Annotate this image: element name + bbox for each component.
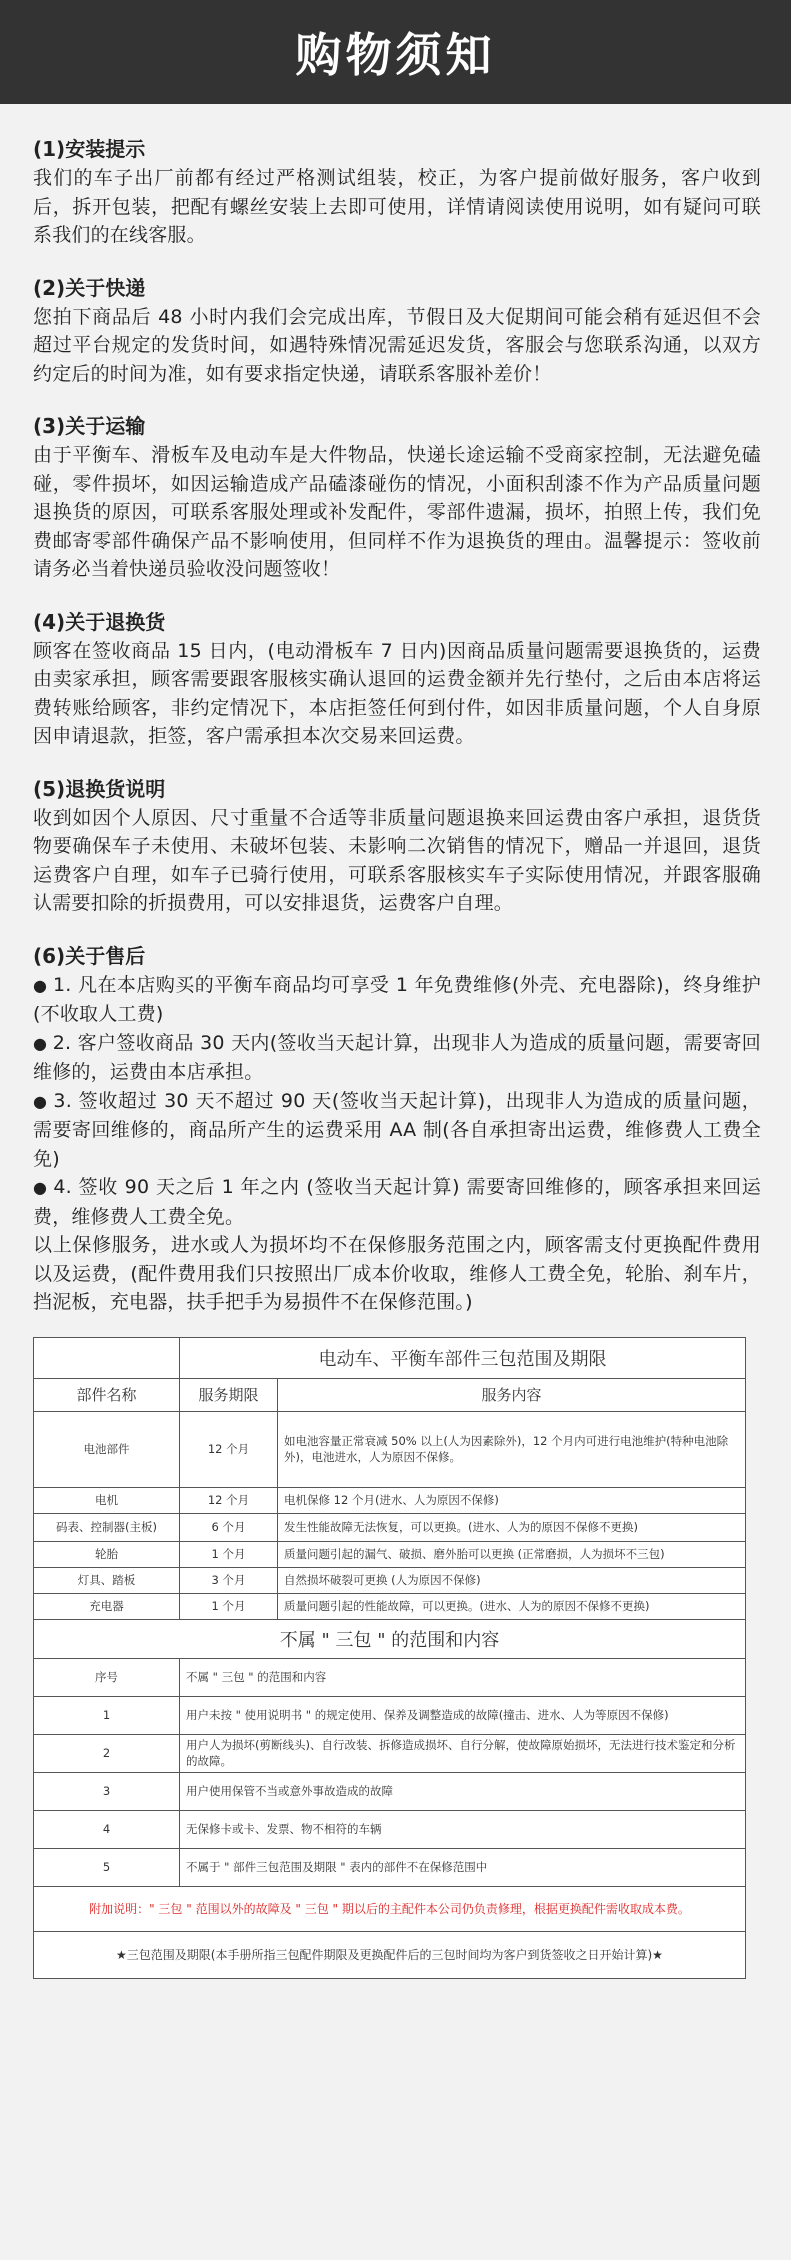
part-name: 电池部件 — [34, 1411, 180, 1487]
exclusion-text: 不属于 " 部件三包范围及期限 " 表内的部件不在保修范围中 — [180, 1848, 746, 1886]
section-title: (5)退换货说明 — [33, 776, 166, 801]
column-header: 部件名称 — [34, 1378, 180, 1411]
table-row — [34, 1411, 746, 1487]
exclusion-number: 5 — [34, 1848, 180, 1886]
section-title: (3)关于运输 — [33, 414, 146, 438]
notice-content — [0, 104, 791, 1317]
table-row — [34, 1513, 746, 1541]
service-content: 如电池容量正常衰减 50% 以上(人为因素除外)，12 个月内可进行电池维护(特种电池除外)，电池进水，人为原因不保修。 — [278, 1411, 746, 1487]
warranty-table-title: 电动车、平衡车部件三包范围及期限 — [180, 1337, 746, 1378]
table-row — [34, 1593, 746, 1619]
section-title: (2)关于快递 — [33, 275, 146, 300]
table-row — [34, 1810, 746, 1848]
exclusion-text: 用户未按 " 使用说明书 " 的规定使用、保养及调整造成的故障(撞击、进水、人为等原因不保修) — [180, 1696, 746, 1734]
column-header: 不属 " 三包 " 的范围和内容 — [180, 1658, 746, 1696]
section-title: (4)关于退换货 — [33, 609, 166, 634]
exclusion-number: 3 — [34, 1772, 180, 1810]
additional-note: 附加说明：" 三包 " 范围以外的故障及 " 三包 " 期以后的主配件本公司仍负责修理，根据更换配件需收取成本费。 — [34, 1886, 746, 1931]
section-text: 我们的车子出厂前都有经过严格测试组装，校正，为客户提前做好服务，客户收到后，拆开包装，把配有螺丝安装上去即可使用，详情请阅读使用说明，如有疑问可联系我们的在线客服。 — [33, 167, 761, 246]
column-header: 序号 — [34, 1658, 180, 1696]
exclusion-number: 4 — [34, 1810, 180, 1848]
service-content: 发生性能故障无法恢复，可以更换。(进水、人为的原因不保修不更换) — [278, 1513, 746, 1541]
section-text: 您拍下商品后 48 小时内我们会完成出库，节假日及大促期间可能会稍有延迟但不会超过平台规定的发货时间，如遇特殊情况需延迟发货，客服会与您联系沟通，以双方约定后的时间为准，如有要求指定快递，请联系客服补差价！ — [33, 305, 761, 385]
section-text: 收到如因个人原因、尺寸重量不合适等非质量问题退换来回运费由客户承担，退货货物要确保车子未使用、未破坏包装、未影响二次销售的情况下，赠品一并退回，退货运费客户自理，如车子已骑行使用，可联系客服核实车子实际使用情况，并跟客服确认需要扣除的折损费用，可以安排退货，运费客户自理。 — [33, 806, 761, 914]
table-row — [34, 1658, 746, 1696]
service-content: 自然损坏破裂可更换 (人为原因不保修) — [278, 1567, 746, 1593]
service-content: 电机保修 12 个月(进水、人为原因不保修) — [278, 1487, 746, 1513]
section-text: 以上保修服务，进水或人为损坏均不在保修服务范围之内，顾客需支付更换配件费用以及运费，(配件费用我们只按照出厂成本价收取，维修人工费全免，轮胎、刹车片，挡泥板，充电器，扶手把手为易损件不在保修范围。) — [33, 1234, 761, 1313]
service-period: 12 个月 — [180, 1487, 278, 1513]
section-after-sales — [33, 941, 761, 1317]
service-period: 12 个月 — [180, 1411, 278, 1487]
service-period: 1 个月 — [180, 1541, 278, 1567]
table-row — [34, 1487, 746, 1513]
table-row — [34, 1772, 746, 1810]
service-period: 3 个月 — [180, 1567, 278, 1593]
bullet-item: ● 3. 签收超过 30 天不超过 90 天(签收当天起计算)，出现非人为造成的质量问题，需要寄回维修的，商品所产生的运费采用 AA 制(各自承担寄出运费，维修费人工费全免) — [33, 1087, 761, 1174]
service-period: 1 个月 — [180, 1593, 278, 1619]
section-text: 顾客在签收商品 15 日内，(电动滑板车 7 日内)因商品质量问题需要退换货的，运费由卖家承担，顾客需要跟客服核实确认退回的运费金额并先行垫付，之后由本店将运费转账给顾客，非约定情况下，本店拒签任何到付件，如因非质量问题，个人自身原因申请退款，拒签，客户需承担本次交易来回运费。 — [33, 639, 761, 747]
column-header: 服务期限 — [180, 1378, 278, 1411]
exclusion-number: 2 — [34, 1734, 180, 1772]
part-name: 码表、控制器(主板) — [34, 1513, 180, 1541]
section-returns — [33, 607, 761, 751]
warranty-footer-note: ★三包范围及期限(本手册所指三包配件期限及更换配件后的三包时间均为客户到货签收之日开始计算)★ — [34, 1931, 746, 1978]
table-row — [34, 1848, 746, 1886]
bullet-item: ● 2. 客户签收商品 30 天内(签收当天起计算，出现非人为造成的质量问题，需要寄回维修的，运费由本店承担。 — [33, 1029, 761, 1087]
bullet-item: ● 4. 签收 90 天之后 1 年之内 (签收当天起计算) 需要寄回维修的，顾客承担来回运费，维修费人工费全免。 — [33, 1173, 761, 1231]
part-name: 充电器 — [34, 1593, 180, 1619]
exclusions-title: 不属 " 三包 " 的范围和内容 — [34, 1619, 746, 1658]
exclusion-text: 用户人为损坏(剪断线头)、自行改装、拆修造成损坏、自行分解，使故障原始损坏，无法进行技术鉴定和分析的故障。 — [180, 1734, 746, 1772]
table-row — [34, 1734, 746, 1772]
service-content: 质量问题引起的漏气、破损、磨外胎可以更换 (正常磨损，人为损坏不三包) — [278, 1541, 746, 1567]
section-installation — [33, 134, 761, 250]
column-header: 服务内容 — [278, 1378, 746, 1411]
bullet-item: ● 1. 凡在本店购买的平衡车商品均可享受 1 年免费维修(外壳、充电器除)，终身维护(不收取人工费) — [33, 971, 761, 1029]
section-return-policy — [33, 774, 761, 918]
section-text: 由于平衡车、滑板车及电动车是大件物品，快递长途运输不受商家控制，无法避免磕碰，零件损坏，如因运输造成产品磕漆碰伤的情况，小面积刮漆不作为产品质量问题退换货的原因，可联系客服处理或补发配件，零部件遗漏，损坏，拍照上传，我们免费邮寄零部件确保产品不影响使用，但同样不作为退换货的理由。温馨提示：签收前请务必当着快递员验收没问题签收！ — [33, 444, 761, 580]
section-title: (1)安装提示 — [33, 137, 146, 161]
warranty-table — [33, 1337, 746, 1979]
exclusion-number: 1 — [34, 1696, 180, 1734]
part-name: 电机 — [34, 1487, 180, 1513]
part-name: 轮胎 — [34, 1541, 180, 1567]
section-title: (6)关于售后 — [33, 943, 146, 968]
section-shipping — [33, 273, 761, 389]
table-row — [34, 1567, 746, 1593]
exclusion-text: 无保修卡或卡、发票、物不相符的车辆 — [180, 1810, 746, 1848]
service-period: 6 个月 — [180, 1513, 278, 1541]
section-transport — [33, 411, 761, 584]
part-name: 灯具、踏板 — [34, 1567, 180, 1593]
table-row — [34, 1541, 746, 1567]
table-row — [34, 1696, 746, 1734]
service-content: 质量问题引起的性能故障，可以更换。(进水、人为的原因不保修不更换) — [278, 1593, 746, 1619]
exclusion-text: 用户使用保管不当或意外事故造成的故障 — [180, 1772, 746, 1810]
page-header — [0, 0, 791, 104]
page-title: 购物须知 — [295, 28, 496, 82]
